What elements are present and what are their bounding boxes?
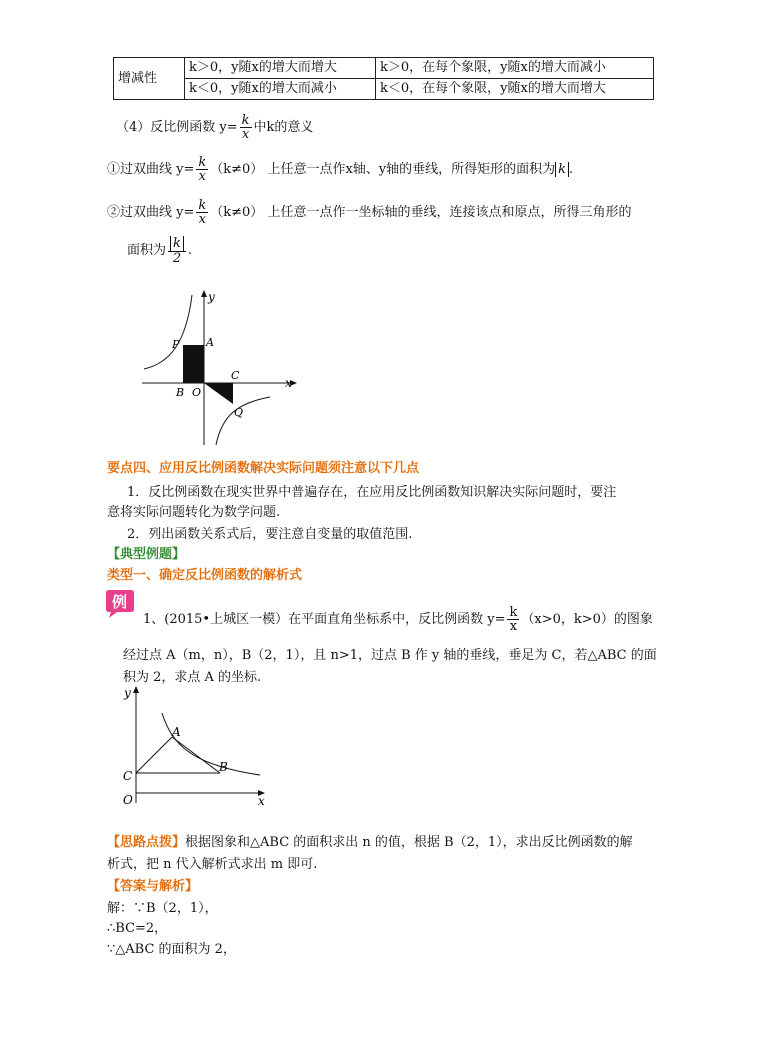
meaning-item-2: ②过双曲线 y= $\frac{k}{x}$ （k≠0） 上任意一点作一坐标轴的垂线，连接该点和原点，所得三角形的 [107, 198, 632, 227]
abs-k: k [555, 162, 569, 177]
table-cell: k＜0，y随x的增大而减小 [185, 79, 376, 100]
section4-p1-line1: 1．反比例函数在现实世界中普遍存在，在应用反比例函数知识解决实际问题时，要注 [127, 485, 617, 500]
label-x: x [285, 376, 292, 390]
label-x: x [258, 794, 265, 808]
section4-p1-line2: 意将实际问题转化为数学问题. [107, 505, 281, 520]
label-a: A [206, 336, 214, 349]
badge-text: 例 [112, 593, 128, 611]
section4-title: 要点四、应用反比例函数解决实际问题须注意以下几点 [107, 461, 420, 476]
example-line-2: 经过点 A（m，n），B（2，1），且 n>1，过点 B 作 y 轴的垂线，垂足为 C，若△ABC 的面 [123, 648, 657, 663]
rectangle-region [183, 345, 204, 383]
segment-ca [136, 737, 172, 773]
meaning-item-2-area: 面积为 $\frac{k}{2}$ . [127, 236, 193, 266]
section4-p2: 2．列出函数关系式后，要注意自变量的取值范围. [127, 527, 413, 542]
fraction-k-over-x: $\frac{k}{x}$ [198, 155, 207, 184]
hint-label: 【思路点拨】 [107, 835, 186, 850]
label-q: Q [234, 406, 244, 419]
examples-heading: 【典型例题】 [107, 547, 186, 562]
answer-line-1: 解：∵B（2，1）， [107, 901, 218, 916]
table-cell: k＞0，y随x的增大而增大 [185, 58, 376, 79]
table-cell: k＜0，在每个象限，y随x的增大而增大 [376, 79, 654, 100]
meaning-item-1: ①过双曲线 y= $\frac{k}{x}$ （k≠0） 上任意一点作x轴、y轴的垂线，所得矩形的面积为 k . [107, 155, 574, 184]
answer-label: 【答案与解析】 [107, 879, 199, 894]
fraction-abs-k-over-2: $\frac{k}{2}$ [168, 236, 186, 265]
type1-title: 类型一、确定反比例函数的解析式 [107, 568, 303, 583]
label-c: C [231, 369, 240, 382]
label-a: A [172, 725, 181, 739]
y-axis-arrow [201, 290, 207, 297]
label-b: B [219, 760, 228, 774]
label-o: O [192, 386, 202, 399]
example-line-3: 积为 2，求点 A 的坐标. [123, 670, 262, 685]
table-cell: k＞0，在每个象限，y随x的增大而减小 [376, 58, 654, 79]
fraction-k-over-x: $\frac{k}{x}$ [509, 605, 518, 634]
hyperbola-branch-lower [216, 397, 270, 445]
properties-table [113, 57, 654, 100]
answer-line-2: ∴BC=2， [107, 921, 168, 936]
meaning-title: （4）反比例函数 y= $\frac{k}{x}$ 中k的意义 [116, 113, 314, 142]
label-y: y [124, 686, 131, 700]
label-p: P [172, 338, 180, 351]
label-b: B [176, 386, 185, 399]
label-o: O [123, 793, 133, 807]
hint-line-1: 【思路点拨】根据图象和△ABC 的面积求出 n 的值，根据 B（2，1），求出反比例函数的解 [107, 835, 633, 850]
fraction-k-over-x: $\frac{k}{x}$ [241, 113, 250, 142]
hint-line-2: 析式，把 n 代入解析式求出 m 即可. [107, 857, 318, 872]
answer-line-3: ∵△ABC 的面积为 2， [107, 942, 236, 957]
table-header-cell: 增减性 [114, 58, 185, 100]
label-c: C [123, 769, 133, 783]
segment-ab [172, 737, 220, 773]
hyperbola-figure-1 [130, 285, 310, 450]
fraction-k-over-x: $\frac{k}{x}$ [198, 198, 207, 227]
example-figure [112, 685, 282, 810]
label-y: y [208, 290, 215, 304]
y-axis-arrow [133, 686, 139, 693]
example-line-1: 1、(2015•上城区一模）在平面直角坐标系中，反比例函数 y= $\frac{k}{x}$ （x>0，k>0）的图象 [143, 605, 653, 634]
example-badge-icon [103, 589, 137, 619]
triangle-region [204, 383, 233, 404]
